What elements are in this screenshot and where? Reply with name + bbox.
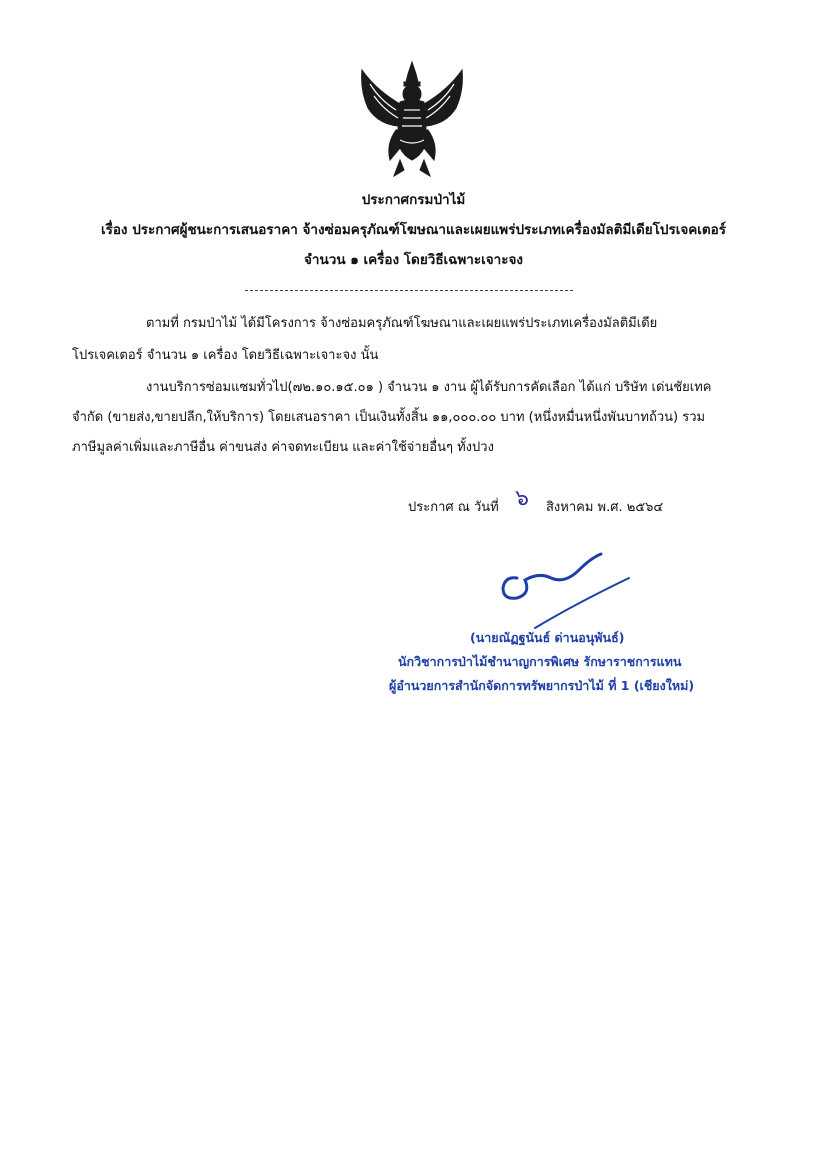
garuda-emblem-icon	[356, 60, 468, 178]
signatory-position-line-2: ผู้อำนวยการสำนักจัดการทรัพยากรป่าไม้ ที่ 1 (เชียงใหม่)	[389, 678, 695, 693]
agency-heading: ประกาศกรมป่าไม้	[361, 192, 466, 208]
signatory-name: (นายณัฏฐนันธ์ ด่านอนุพันธ์)	[470, 630, 625, 645]
paragraph-2-line-2: จำกัด (ขายส่ง,ขายปลีก,ให้บริการ) โดยเสนอราคา เป็นเงินทั้งสิ้น ๑๑,๐๐๐.๐๐ บาท (หนึ่งหมื่นหนึ่งพันบาทถ้วน) รวม	[72, 410, 706, 425]
announce-date-prefix: ประกาศ ณ วันที่	[408, 500, 499, 515]
divider-rule	[245, 290, 573, 291]
paragraph-1-line-1: ตามที่ กรมป่าไม้ ได้มีโครงการ จ้างซ่อมครุภัณฑ์โฆษณาและเผยแพร่ประเภทเครื่องมัลติมีเดีย	[146, 316, 658, 331]
subject-line-2: จำนวน ๑ เครื่อง โดยวิธีเฉพาะเจาะจง	[304, 252, 523, 268]
paragraph-2-line-3: ภาษีมูลค่าเพิ่มและภาษีอื่น ค่าขนส่ง ค่าจดทะเบียน และค่าใช้จ่ายอื่นๆ ทั้งปวง	[72, 440, 494, 455]
paragraph-1-line-2: โปรเจคเตอร์ จำนวน ๑ เครื่อง โดยวิธีเฉพาะเจาะจง นั้น	[72, 348, 379, 363]
signatory-position-line-1: นักวิชาการป่าไม้ชำนาญการพิเศษ รักษาราชการแทน	[398, 654, 682, 669]
announce-date-month-year: สิงหาคม พ.ศ. ๒๕๖๔	[546, 500, 664, 515]
subject-line-1: เรื่อง ประกาศผู้ชนะการเสนอราคา จ้างซ่อมครุภัณฑ์โฆษณาและเผยแพร่ประเภทเครื่องมัลติมีเดียโปรเจคเตอร์	[100, 222, 727, 238]
paragraph-2-line-1: งานบริการซ่อมแซมทั่วไป(๗๒.๑๐.๑๕.๐๑ ) จำนวน ๑ งาน ผู้ได้รับการคัดเลือก ได้แก่ บริษัท เด่นชัยเทค	[146, 380, 712, 395]
announce-date-day: ๖	[515, 486, 529, 511]
